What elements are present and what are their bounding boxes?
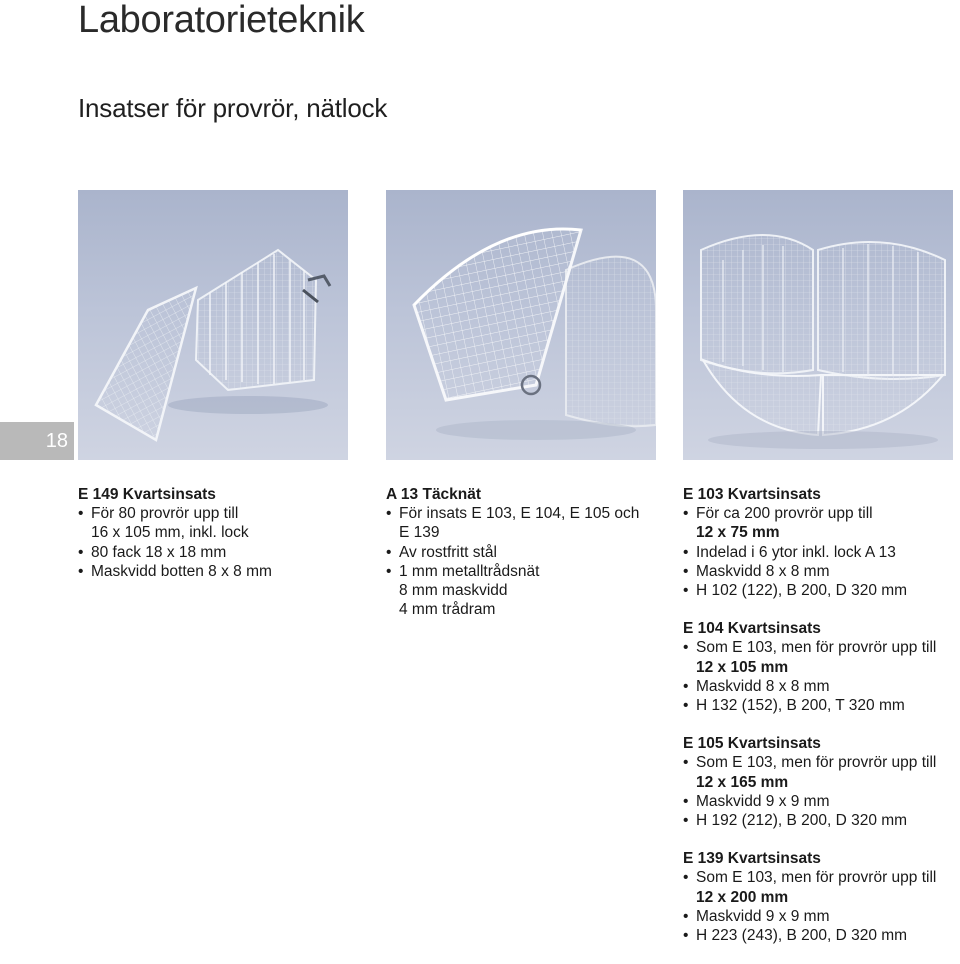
spec-text: För ca 200 provrör upp till	[696, 505, 873, 523]
bullet-icon: •	[683, 697, 689, 715]
bullet-icon: •	[683, 562, 689, 580]
bullet-icon: •	[683, 907, 689, 925]
product-column-1	[78, 485, 368, 600]
product-block	[683, 485, 960, 600]
bullet-icon: •	[683, 812, 689, 830]
spec-item	[683, 562, 960, 581]
spec-text: Maskvidd botten 8 x 8 mm	[91, 562, 272, 580]
product-title: E 149 Kvartsinsats	[78, 486, 216, 503]
spec-tube-size: 12 x 165 mm	[696, 773, 789, 791]
product-block	[683, 849, 960, 945]
spec-text: Av rostfritt stål	[399, 543, 497, 561]
spec-item	[683, 926, 960, 945]
bullet-icon: •	[683, 869, 689, 887]
product-title: E 104 Kvartsinsats	[683, 620, 821, 638]
spec-text: För insats E 103, E 104, E 105 och	[399, 505, 640, 523]
bullet-icon: •	[78, 562, 84, 580]
spec-text: Maskvidd 9 x 9 mm	[696, 792, 830, 810]
spec-text: Maskvidd 8 x 8 mm	[696, 677, 830, 695]
spec-list	[683, 753, 960, 830]
spec-text: 80 fack 18 x 18 mm	[91, 543, 227, 561]
spec-text-continued: E 139	[399, 524, 440, 542]
spec-item	[683, 811, 960, 830]
spec-item	[386, 504, 676, 542]
spec-text: Som E 103, men för provrör upp till	[696, 754, 937, 772]
spec-list	[78, 504, 368, 581]
spec-item	[683, 581, 960, 600]
page-subtitle: Insatser för provrör, nätlock	[78, 93, 388, 123]
spec-text: H 102 (122), B 200, D 320 mm	[696, 582, 908, 600]
spec-text: 1 mm metalltrådsnät	[399, 562, 540, 580]
spec-text: För 80 provrör upp till	[91, 505, 239, 523]
product-title: A 13 Täcknät	[386, 486, 482, 503]
spec-item	[683, 696, 960, 715]
bullet-icon: •	[78, 505, 84, 523]
spec-item	[78, 543, 368, 562]
spec-text: Som E 103, men för provrör upp till	[696, 869, 937, 887]
bullet-icon: •	[386, 505, 392, 523]
bullet-icon: •	[386, 543, 392, 561]
bullet-icon: •	[78, 543, 84, 561]
bullet-icon: •	[683, 927, 689, 945]
spec-item	[683, 543, 960, 562]
wire-basket-quarter-set-photo	[683, 190, 953, 460]
bullet-icon: •	[683, 677, 689, 695]
spec-item	[683, 638, 960, 676]
spec-item	[683, 677, 960, 696]
spec-item	[78, 562, 368, 581]
spec-item	[683, 907, 960, 926]
product-title: E 139 Kvartsinsats	[683, 850, 821, 868]
spec-item	[683, 868, 960, 906]
bullet-icon: •	[683, 505, 689, 523]
spec-text: H 192 (212), B 200, D 320 mm	[696, 812, 908, 830]
spec-item	[386, 562, 676, 620]
bullet-icon: •	[683, 543, 689, 561]
spec-text-continued: 8 mm maskvidd	[399, 582, 508, 600]
spec-text: Som E 103, men för provrör upp till	[696, 639, 937, 657]
wire-basket-quarter-with-lid-photo	[78, 190, 348, 460]
product-block	[78, 485, 368, 581]
spec-item	[386, 543, 676, 562]
spec-text-continued: 16 x 105 mm, inkl. lock	[91, 524, 249, 542]
spec-text: Maskvidd 9 x 9 mm	[696, 907, 830, 925]
spec-text: Indelad i 6 ytor inkl. lock A 13	[696, 543, 896, 561]
product-column-2	[386, 485, 676, 638]
page-number-tab: 18	[0, 422, 74, 460]
page-title: Laboratorieteknik	[78, 0, 365, 41]
spec-text: Maskvidd 8 x 8 mm	[696, 562, 830, 580]
spec-tube-size: 12 x 105 mm	[696, 658, 789, 676]
spec-list	[683, 638, 960, 715]
spec-item	[683, 504, 960, 542]
spec-text-continued: 4 mm trådram	[399, 601, 496, 619]
bullet-icon: •	[683, 754, 689, 772]
product-column-3	[683, 485, 960, 964]
spec-text: H 223 (243), B 200, D 320 mm	[696, 927, 908, 945]
spec-item	[683, 753, 960, 791]
spec-list	[683, 504, 960, 600]
spec-item	[683, 792, 960, 811]
spec-list	[386, 504, 676, 619]
spec-tube-size: 12 x 75 mm	[696, 524, 780, 542]
product-block	[683, 619, 960, 715]
spec-text: H 132 (152), B 200, T 320 mm	[696, 697, 905, 715]
spec-item	[78, 504, 368, 542]
wire-mesh-lid-photo	[386, 190, 656, 460]
bullet-icon: •	[683, 582, 689, 600]
product-block	[386, 485, 676, 619]
spec-list	[683, 868, 960, 945]
spec-tube-size: 12 x 200 mm	[696, 888, 789, 906]
product-title: E 103 Kvartsinsats	[683, 486, 821, 503]
product-title: E 105 Kvartsinsats	[683, 735, 821, 753]
product-block	[683, 734, 960, 830]
bullet-icon: •	[683, 792, 689, 810]
bullet-icon: •	[386, 562, 392, 580]
bullet-icon: •	[683, 639, 689, 657]
